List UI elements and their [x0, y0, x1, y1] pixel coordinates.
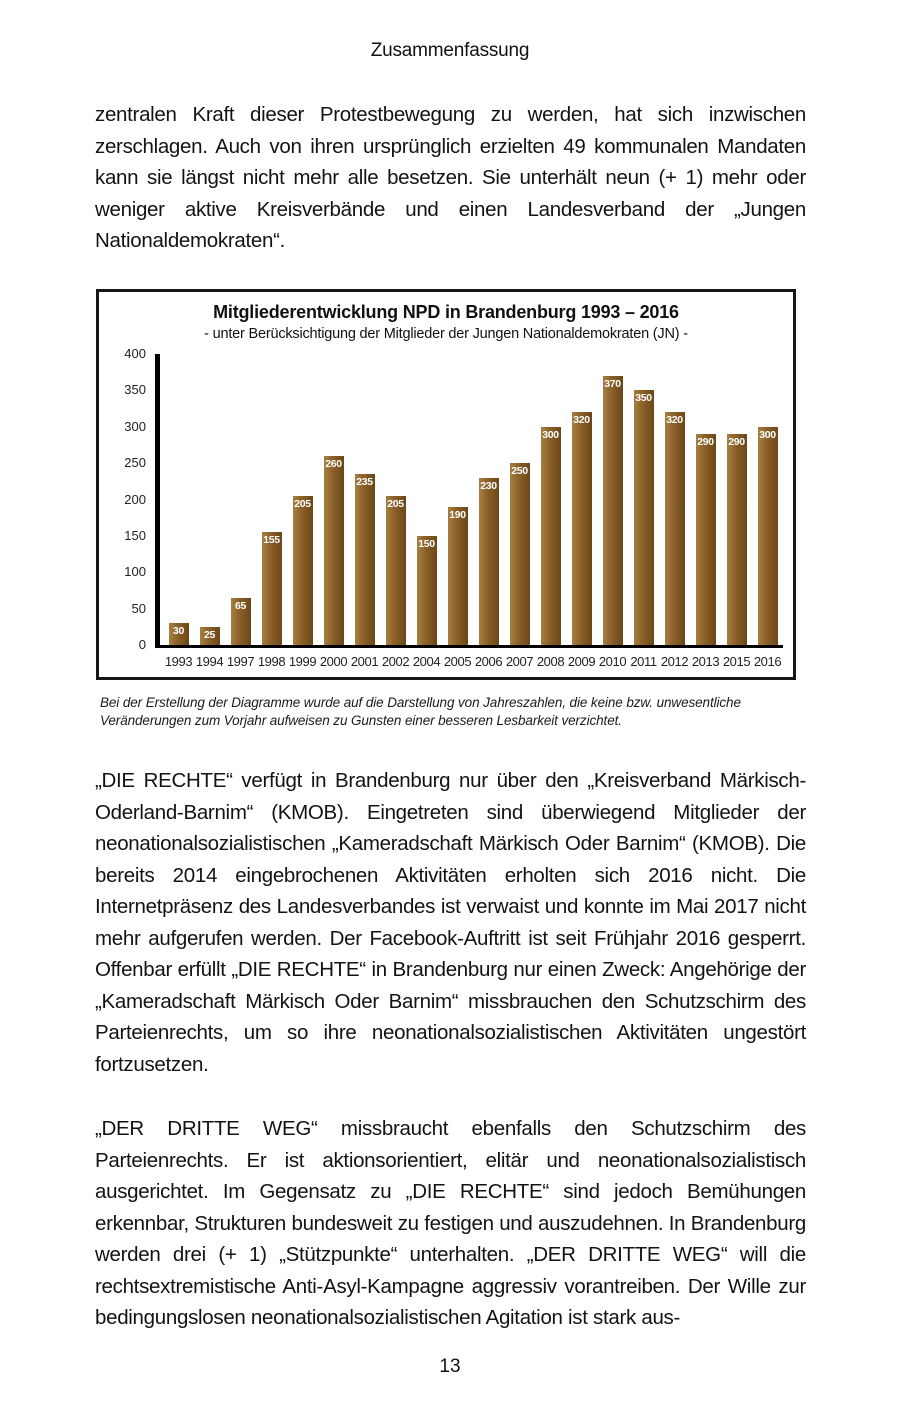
x-tick-label: 1999 [288, 654, 317, 669]
x-tick-label: 2005 [443, 654, 472, 669]
bar-2000 [324, 456, 344, 645]
plot-area [155, 354, 783, 648]
bar-column [473, 478, 504, 645]
bar-column [318, 456, 349, 645]
bar-value-label: 300 [759, 428, 776, 441]
x-tick-label: 2010 [598, 654, 627, 669]
bar-1999 [293, 496, 313, 645]
bar-column [721, 434, 752, 645]
bar-column [256, 532, 287, 645]
x-tick-label: 2016 [753, 654, 782, 669]
x-tick-label: 2007 [505, 654, 534, 669]
body-paragraph-3: „DER DRITTE WEG“ missbraucht ebenfalls den Schutzschirm des Parteienrechts. Er ist aktionsorientiert, elitär und neonationalsozialistisch ausgerichtet. Im Gegensatz zu „DIE RECHTE“ sind jedoch Bemühungen erkennbar, Strukturen bundesweit zu festigen und auszudehnen. In Brandenburg werden drei (+ 1) „Stützpunkte“ unterhalten. „DER DRITTE WEG“ will die rechtsextremistische Anti-Asyl-Kampagne aggressiv vorantreiben. Der Wille zur bedingungslosen neonationalsozialistischen Agitation ist stark aus- [95, 1117, 806, 1329]
x-tick-label: 2012 [660, 654, 689, 669]
bar-value-label: 65 [234, 599, 247, 612]
x-tick-label: 2002 [381, 654, 410, 669]
bar-value-label: 30 [172, 625, 185, 638]
x-tick-label: 2004 [412, 654, 441, 669]
y-axis-labels [99, 346, 155, 652]
bar-1998 [262, 532, 282, 645]
bar-1993 [169, 623, 189, 645]
bar-value-label: 205 [294, 497, 311, 510]
bar-value-label: 260 [325, 457, 342, 470]
y-tick-label: 150 [124, 527, 146, 543]
chart-subtitle: - unter Berücksichtigung der Mitglieder der Jungen Nationaldemokraten (JN) - [204, 326, 688, 342]
body-paragraph-1: zentralen Kraft dieser Protestbewegung zu werden, hat sich inzwischen zerschlagen. Auch von ihren ursprünglich erzielten 49 kommunalen Mandaten kann sie längst nicht mehr alle besetzen. Sie unterhält neun (+ 1) mehr oder weniger aktive Kreisverbände und einen Landesverband der „Jungen Nationaldemokraten“. [95, 103, 806, 252]
y-tick-label: 250 [124, 455, 146, 471]
bar-column [597, 376, 628, 645]
x-tick-label: 2000 [319, 654, 348, 669]
bar-value-label: 205 [387, 497, 404, 510]
bar-value-label: 235 [356, 476, 373, 489]
bar-2002 [386, 496, 406, 645]
page-heading: Zusammenfassung [370, 40, 530, 61]
bar-column [411, 536, 442, 645]
y-tick-label: 350 [124, 382, 146, 398]
bar-value-label: 320 [573, 414, 590, 427]
bar-value-label: 150 [418, 537, 435, 550]
chart-title: Mitgliederentwicklung NPD in Brandenburg 1993 – 2016 [213, 302, 679, 322]
x-tick-label: 2008 [536, 654, 565, 669]
bar-2016 [758, 427, 778, 645]
bar-value-label: 350 [635, 392, 652, 405]
x-tick-label: 1994 [195, 654, 224, 669]
bar-2012 [665, 412, 685, 645]
bar-value-label: 155 [263, 534, 280, 547]
bar-column [690, 434, 721, 645]
x-tick-label: 1998 [257, 654, 286, 669]
bar-column [659, 412, 690, 645]
x-tick-label: 1993 [164, 654, 193, 669]
body-paragraph-2: „DIE RECHTE“ verfügt in Brandenburg nur über den „Kreisverband Märkisch-Oderland-Barnim“ (KMOB). Eingetreten sind überwiegend Mitglieder der neonationalsozialistischen „Kameradschaft Märkisch Oder Barnim“ (KMOB). Die bereits 2014 eingebrochenen Aktivitäten erholten sich 2016 nicht. Die Internetpräsenz des Landesverbandes ist verwaist und konnte im Mai 2017 nicht mehr aufgerufen werden. Der Facebook-Auftritt ist seit Frühjahr 2016 gesperrt. Offenbar erfüllt „DIE RECHTE“ in Brandenburg nur einen Zweck: Angehörige der „Kameradschaft Märkisch Oder Barnim“ missbrauchen den Schutzschirm des Parteienrechts, um so ihre neonationalsozialistischen Aktivitäten ungestört fortzusetzen. [95, 769, 806, 1076]
chart-figure [96, 289, 796, 680]
bar-column [442, 507, 473, 645]
bar-2010 [603, 376, 623, 645]
bar-2001 [355, 474, 375, 645]
bar-value-label: 370 [604, 377, 621, 390]
bar-value-label: 320 [666, 414, 683, 427]
bar-column [380, 496, 411, 645]
bar-2008 [541, 427, 561, 645]
bar-column [349, 474, 380, 645]
bar-2005 [448, 507, 468, 645]
page-number: 13 [439, 1356, 461, 1377]
bar-2004 [417, 536, 437, 645]
x-tick-label: 2011 [630, 654, 657, 669]
plot-row [99, 346, 793, 652]
bar-value-label: 25 [203, 628, 216, 641]
bar-column [225, 598, 256, 645]
bar-value-label: 290 [697, 436, 714, 449]
bar-value-label: 290 [728, 436, 745, 449]
bar-value-label: 300 [542, 428, 559, 441]
bar-column [504, 463, 535, 645]
bar-column [566, 412, 597, 645]
x-tick-label: 2015 [722, 654, 751, 669]
x-tick-label: 2013 [691, 654, 720, 669]
y-tick-label: 0 [138, 637, 146, 652]
y-tick-label: 300 [124, 418, 146, 434]
bar-value-label: 250 [511, 465, 528, 478]
y-tick-label: 100 [124, 564, 146, 580]
y-tick-label: 50 [131, 600, 146, 616]
x-tick-label: 2009 [567, 654, 596, 669]
bar-column [194, 627, 225, 645]
bar-2015 [727, 434, 747, 645]
bar-2013 [696, 434, 716, 645]
x-tick-label: 2001 [350, 654, 379, 669]
bar-value-label: 190 [449, 508, 466, 521]
x-tick-label: 1997 [226, 654, 255, 669]
bar-column [287, 496, 318, 645]
x-axis-labels [160, 654, 783, 669]
bar-column [752, 427, 783, 645]
bar-1997 [231, 598, 251, 645]
bar-column [535, 427, 566, 645]
bar-2006 [479, 478, 499, 645]
figure-caption: Bei der Erstellung der Diagramme wurde auf die Darstellung von Jahreszahlen, die keine bzw. unwesentliche Veränderungen zum Vorjahr aufweisen zu Gunsten einer besseren Lesbarkeit verzichtet. [100, 695, 741, 728]
bar-2011 [634, 390, 654, 645]
bar-value-label: 230 [480, 479, 497, 492]
bar-2009 [572, 412, 592, 645]
y-tick-label: 400 [124, 346, 146, 361]
bar-column [628, 390, 659, 645]
bar-1994 [200, 627, 220, 645]
bar-2007 [510, 463, 530, 645]
y-tick-label: 200 [124, 491, 146, 507]
bar-column [163, 623, 194, 645]
x-tick-label: 2006 [474, 654, 503, 669]
